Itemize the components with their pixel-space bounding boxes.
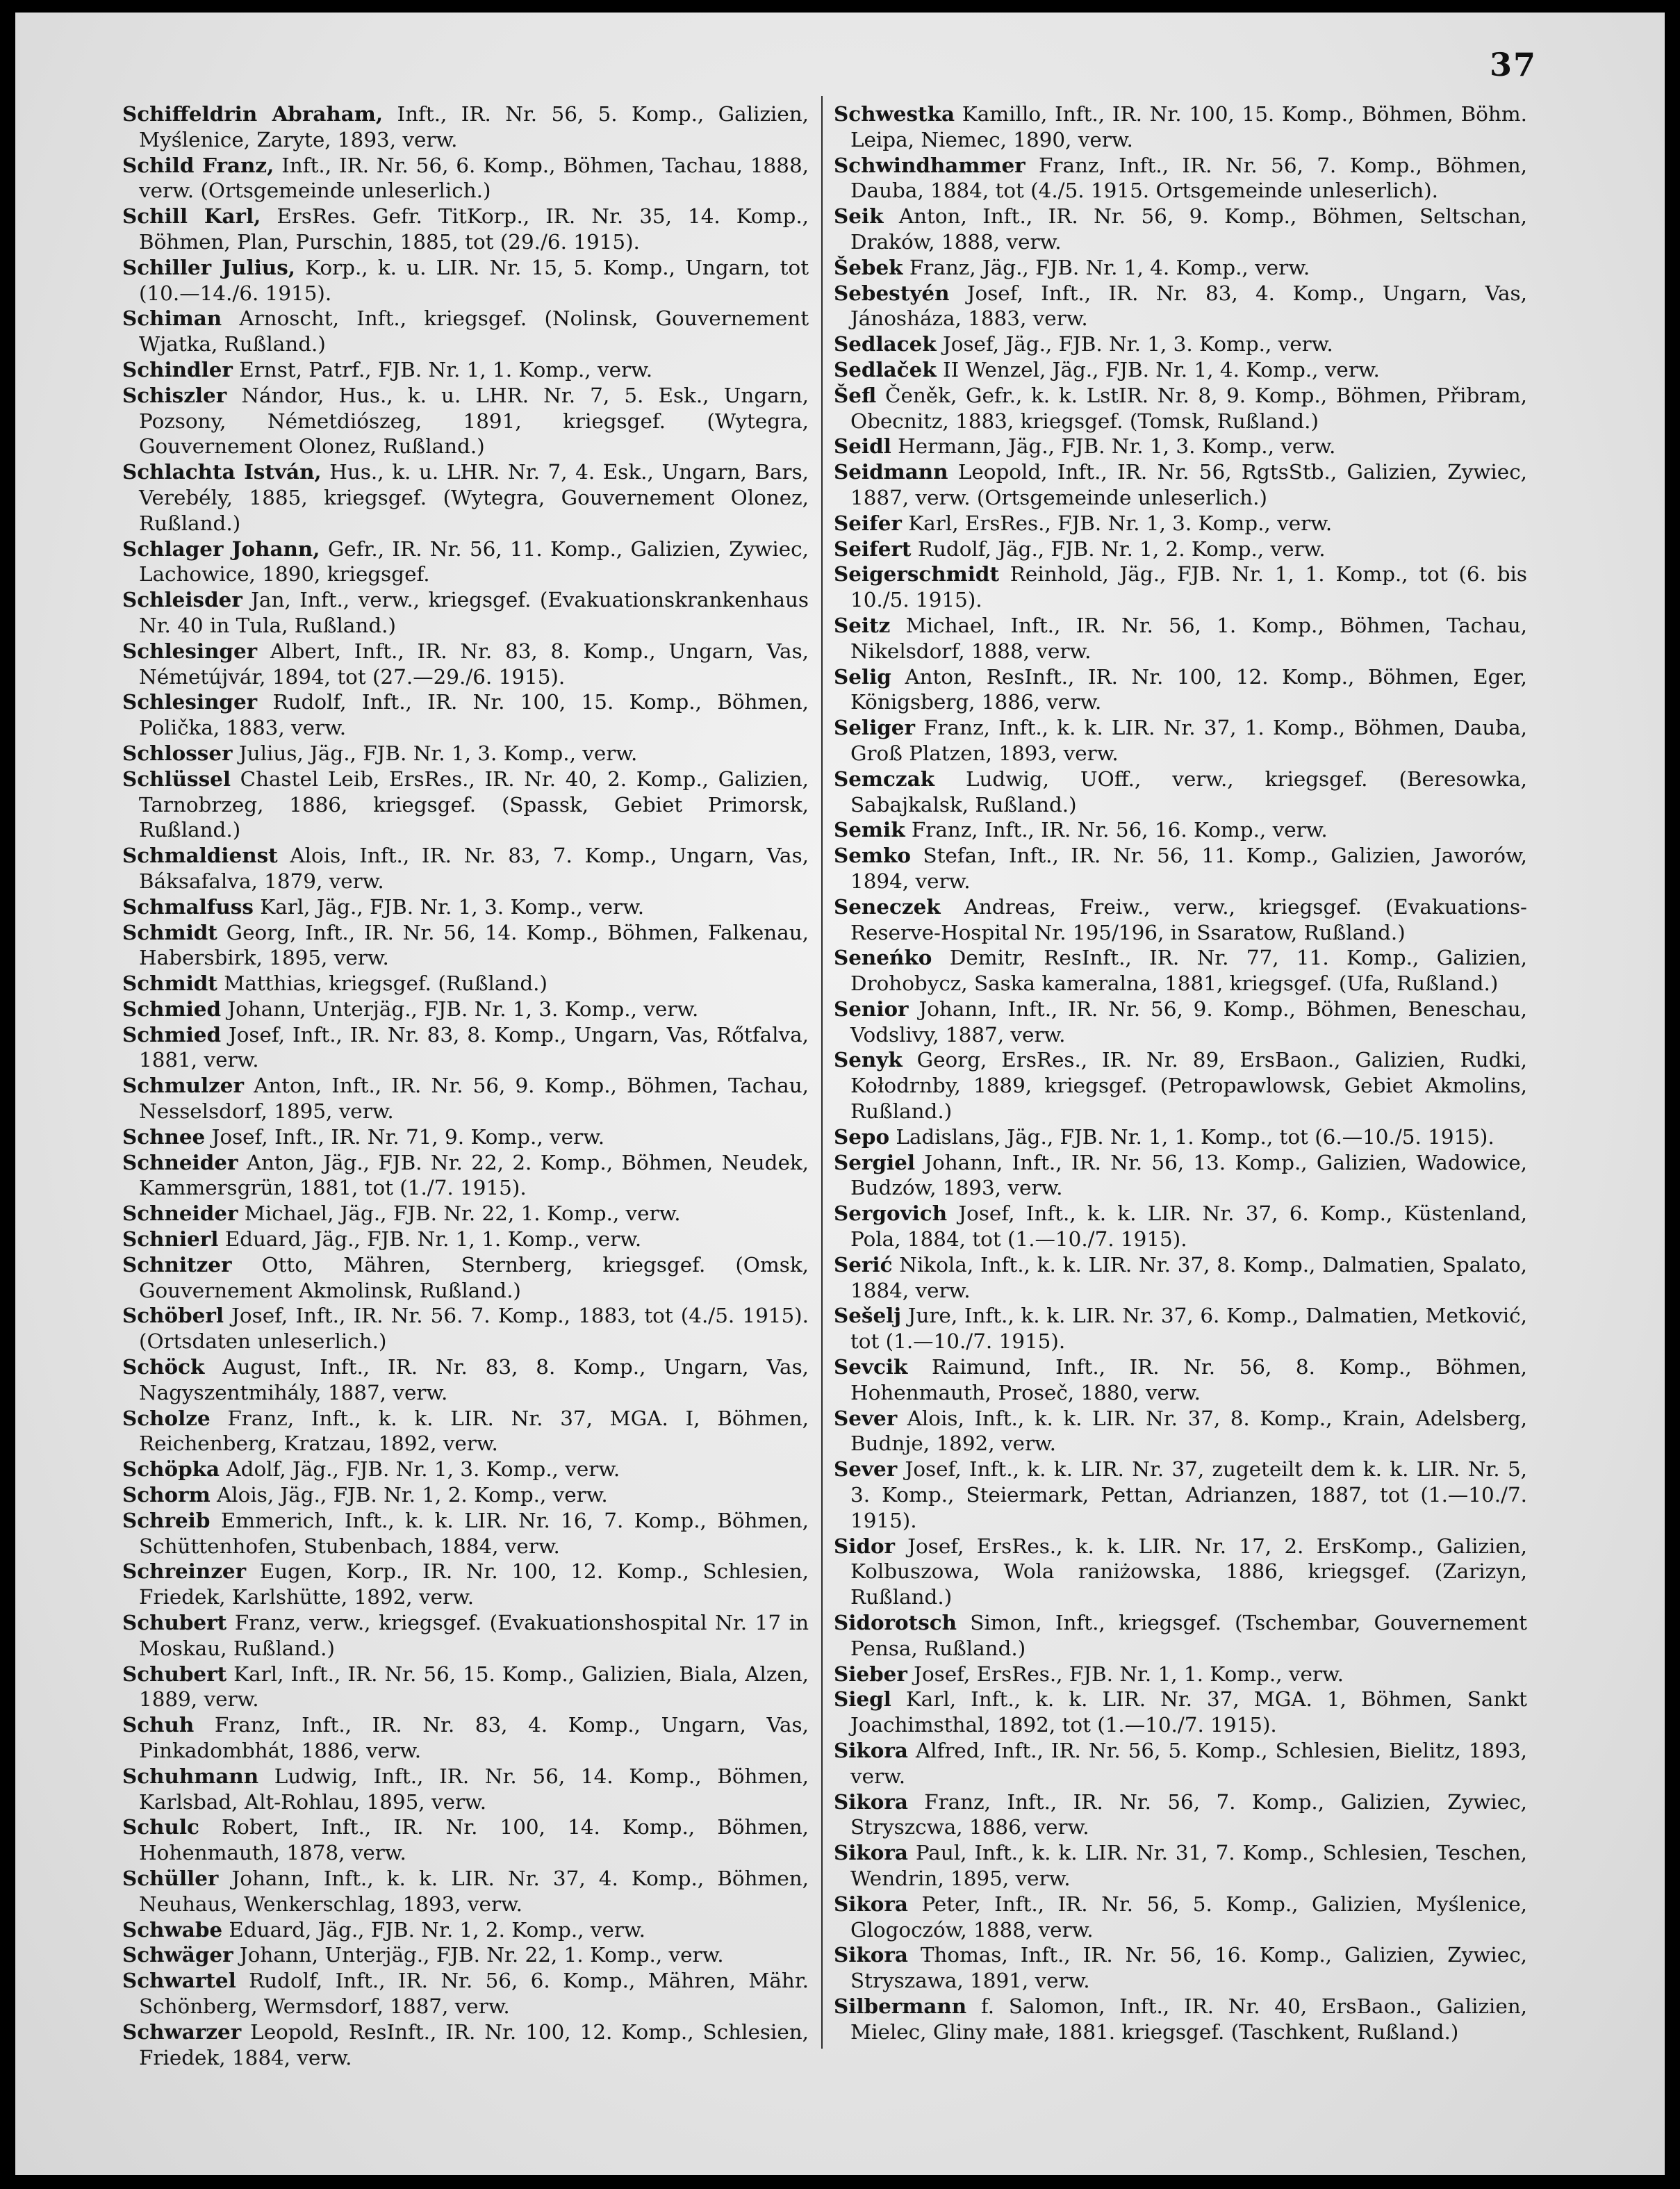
entry-surname: Seneńko (834, 945, 932, 970)
entry-details: Johann, Unterjäg., FJB. Nr. 1, 3. Komp., verw. (221, 997, 699, 1021)
entry-details: Jure, Inft., k. k. LIR. Nr. 37, 6. Komp., Dalmatien, Metković, tot (1.—10./7. 1915). (850, 1304, 1527, 1354)
entry-details: Alfred, Inft., IR. Nr. 56, 5. Komp., Schlesien, Bielitz, 1893, verw. (850, 1739, 1527, 1788)
entry-surname: Senior (834, 996, 909, 1021)
entry-surname: Sikora (834, 1891, 908, 1916)
entry-surname: Seifert (834, 536, 912, 561)
roll-entry (834, 1406, 1527, 1457)
roll-entry (122, 971, 809, 997)
entry-details: Stefan, Inft., IR. Nr. 56, 11. Komp., Galizien, Jaworów, 1894, verw. (850, 844, 1527, 893)
entry-surname: Schiszler (122, 382, 227, 407)
entry-details: Hus., k. u. LHR. Nr. 7, 4. Esk., Ungarn, Bars, Verebély, 1885, kriegsgef. (Wytegra, Gouvernement Olonez, Rußland.) (139, 460, 809, 535)
entry-details: Johann, Inft., IR. Nr. 56, 9. Komp., Böhmen, Beneschau, Vodslivy, 1887, verw. (850, 997, 1527, 1047)
entry-surname: Schlesinger (122, 638, 258, 663)
roll-entry (834, 1354, 1527, 1406)
entry-details: Alois, Inft., k. k. LIR. Nr. 37, 8. Komp., Krain, Adelsberg, Budnje, 1892, verw. (850, 1406, 1527, 1456)
entry-details: Ludwig, UOff., verw., kriegsgef. (Beresowka, Sabajkalsk, Rußland.) (850, 766, 1527, 817)
entry-surname: Sikora (834, 1840, 908, 1865)
entry-details: ErsRes. Gefr. TitKorp., IR. Nr. 35, 14. Komp., Böhmen, Plan, Purschin, 1885, tot (29./6. 1915). (139, 204, 809, 254)
entry-surname: Seitz (834, 612, 891, 637)
entry-details: Franz, Jäg., FJB. Nr. 1, 4. Komp., verw. (903, 255, 1310, 279)
roll-entry (122, 1968, 809, 2019)
entry-details: Franz, Inft., k. k. LIR. Nr. 37, MGA. I, Böhmen, Reichenberg, Kratzau, 1892, verw. (139, 1406, 809, 1456)
roll-entry (834, 1201, 1527, 1252)
roll-entry (122, 1866, 809, 1917)
roll-entry (834, 1662, 1527, 1687)
entry-surname: Schreib (122, 1507, 211, 1532)
entry-surname: Semik (834, 817, 905, 842)
entry-surname: Schubert (122, 1610, 227, 1635)
roll-entry (122, 920, 809, 971)
entry-surname: Schmaldienst (122, 843, 278, 868)
entry-surname: Schlüssel (122, 766, 231, 791)
entry-details: Karl, Inft., k. k. LIR. Nr. 37, MGA. 1, Böhmen, Sankt Joachimsthal, 1892, tot (1.—10./7. 1915). (850, 1687, 1527, 1737)
entry-details: Gefr., IR. Nr. 56, 11. Komp., Galizien, Zywiec, Lachowice, 1890, kriegsgef. (139, 536, 809, 587)
entry-surname: Schnierl (122, 1227, 219, 1252)
entry-surname: Sidor (834, 1533, 896, 1558)
entry-details: Anton, Jäg., FJB. Nr. 22, 2. Komp., Böhmen, Neudek, Kammersgrün, 1881, tot (1./7. 1915). (139, 1150, 809, 1200)
roll-entry (122, 689, 809, 741)
roll-entry (834, 613, 1527, 664)
entry-details: Josef, Inft., k. k. LIR. Nr. 37, zugeteilt dem k. k. LIR. Nr. 5, 3. Komp., Steiermark, Pettan, Adrianzen, 1887, tot (1.—10./7. 1915). (850, 1457, 1527, 1532)
entry-details: Hermann, Jäg., FJB. Nr. 1, 3. Komp., verw. (891, 434, 1336, 459)
roll-entry (834, 1789, 1527, 1841)
roll-entry (834, 664, 1527, 716)
entry-surname: Schmied (122, 1022, 222, 1047)
entry-surname: Schöck (122, 1354, 205, 1379)
entry-details: Emmerich, Inft., k. k. LIR. Nr. 16, 7. Komp., Böhmen, Schüttenhofen, Stubenbach, 1884, verw. (139, 1508, 809, 1558)
roll-entry (834, 1457, 1527, 1533)
roll-entry (834, 331, 1527, 357)
entry-details: Eduard, Jäg., FJB. Nr. 1, 2. Komp., verw. (222, 1917, 645, 1942)
roll-entry (122, 357, 809, 383)
roll-entry (122, 1022, 809, 1074)
entry-details: Reinhold, Jäg., FJB. Nr. 1, 1. Komp., tot (6. bis 10./5. 1915). (850, 562, 1527, 612)
roll-entry (834, 817, 1527, 843)
roll-entry (122, 587, 809, 639)
roll-entry (834, 843, 1527, 894)
left-column (122, 101, 809, 2070)
roll-entry (122, 383, 809, 459)
entry-surname: Schüller (122, 1865, 219, 1890)
roll-entry (834, 1892, 1527, 1943)
entry-surname: Scholze (122, 1405, 211, 1430)
roll-entry (122, 1508, 809, 1559)
entry-details: Nikola, Inft., k. k. LIR. Nr. 37, 8. Komp., Dalmatien, Spalato, 1884, verw. (850, 1252, 1527, 1302)
entry-details: Eugen, Korp., IR. Nr. 100, 12. Komp., Schlesien, Friedek, Karlshütte, 1892, verw. (139, 1559, 809, 1609)
entry-details: Michael, Inft., IR. Nr. 56, 1. Komp., Böhmen, Tachau, Nikelsdorf, 1888, verw. (850, 613, 1527, 663)
entry-surname: Schmidt (122, 971, 217, 996)
roll-entry (122, 1227, 809, 1252)
entry-details: Paul, Inft., k. k. LIR. Nr. 31, 7. Komp., Schlesien, Teschen, Wendrin, 1895, verw. (850, 1841, 1527, 1890)
entry-details: Nándor, Hus., k. u. LHR. Nr. 7, 5. Esk., Ungarn, Pozsony, Németdiószeg, 1891, kriegsgef. (Wytegra, Gouvernement Olonez, Rußland.) (139, 383, 809, 459)
roll-entry (122, 1917, 809, 1943)
roll-entry (834, 1534, 1527, 1610)
roll-entry (122, 1124, 809, 1150)
roll-entry (122, 1457, 809, 1482)
entry-surname: Schiffeldrin Abraham, (122, 101, 384, 126)
roll-entry (122, 1150, 809, 1202)
roll-entry (122, 997, 809, 1022)
entry-surname: Schlesinger (122, 689, 258, 714)
entry-details: Franz, Inft., IR. Nr. 83, 4. Komp., Ungarn, Vas, Pinkadombhát, 1886, verw. (139, 1713, 809, 1762)
roll-entry (122, 1303, 809, 1354)
entry-details: Anton, Inft., IR. Nr. 56, 9. Komp., Böhmen, Seltschan, Draków, 1888, verw. (850, 204, 1527, 254)
entry-surname: Schiman (122, 306, 222, 331)
roll-entry (122, 1252, 809, 1304)
entry-surname: Schuhmann (122, 1763, 259, 1788)
roll-entry (122, 1201, 809, 1227)
entry-details: Michael, Jäg., FJB. Nr. 22, 1. Komp., verw. (238, 1202, 681, 1226)
entry-details: Johann, Inft., k. k. LIR. Nr. 37, 4. Komp., Böhmen, Neuhaus, Wenkerschlag, 1893, verw. (139, 1866, 809, 1916)
roll-entry (122, 1712, 809, 1764)
entry-details: Kamillo, Inft., IR. Nr. 100, 15. Komp., Böhmen, Böhm. Leipa, Niemec, 1890, verw. (850, 102, 1527, 151)
entry-surname: Schneider (122, 1201, 238, 1226)
entry-surname: Sever (834, 1457, 898, 1482)
roll-entry (122, 153, 809, 204)
entry-surname: Sieber (834, 1661, 907, 1686)
entry-surname: Siegl (834, 1687, 891, 1712)
entry-surname: Schlachta István, (122, 459, 322, 484)
entry-surname: Schubert (122, 1661, 227, 1686)
entry-surname: Schild Franz, (122, 152, 274, 177)
roll-entry (122, 1764, 809, 1815)
entry-details: Anton, ResInft., IR. Nr. 100, 12. Komp., Böhmen, Eger, Königsberg, 1886, verw. (850, 664, 1527, 714)
roll-entry (834, 1840, 1527, 1892)
entry-details: Karl, Inft., IR. Nr. 56, 15. Komp., Galizien, Biala, Alzen, 1889, verw. (139, 1662, 809, 1712)
entry-surname: Schleisder (122, 587, 242, 612)
roll-entry (834, 459, 1527, 511)
roll-entry (122, 894, 809, 920)
entry-details: Jan, Inft., verw., kriegsgef. (Evakuationskrankenhaus Nr. 40 in Tula, Rußland.) (139, 588, 809, 637)
entry-details: Adolf, Jäg., FJB. Nr. 1, 3. Komp., verw. (220, 1457, 620, 1482)
entry-surname: Schill Karl, (122, 204, 261, 229)
roll-entry (122, 1559, 809, 1610)
entry-details: Robert, Inft., IR. Nr. 100, 14. Komp., Böhmen, Hohenmauth, 1878, verw. (139, 1815, 809, 1865)
roll-entry (834, 1994, 1527, 2045)
entry-details: August, Inft., IR. Nr. 83, 8. Komp., Ungarn, Vas, Nagyszentmihály, 1887, verw. (139, 1355, 809, 1404)
entry-details: Thomas, Inft., IR. Nr. 56, 16. Komp., Galizien, Zywiec, Stryszawa, 1891, verw. (850, 1943, 1527, 1993)
entry-surname: Schöpka (122, 1457, 220, 1482)
entry-details: Franz, Inft., k. k. LIR. Nr. 37, 1. Komp., Böhmen, Dauba, Groß Platzen, 1893, verw. (850, 716, 1527, 765)
entry-surname: Schwarzer (122, 2019, 242, 2044)
entry-details: Josef, Inft., k. k. LIR. Nr. 37, 6. Komp., Küstenland, Pola, 1884, tot (1.—10./7. 1915). (850, 1202, 1527, 1252)
roll-entry (834, 561, 1527, 613)
roll-entry (834, 434, 1527, 459)
roll-entry (122, 639, 809, 690)
entry-surname: Sepo (834, 1124, 890, 1149)
entry-details: Simon, Inft., kriegsgef. (Tschembar, Gouvernement Pensa, Rußland.) (850, 1611, 1527, 1660)
roll-entry (122, 1354, 809, 1406)
entry-surname: Schwartel (122, 1968, 236, 1993)
entry-details: Franz, verw., kriegsgef. (Evakuationshospital Nr. 17 in Moskau, Rußland.) (139, 1611, 809, 1660)
entry-surname: Schlager Johann, (122, 536, 320, 561)
roll-entry (122, 459, 809, 536)
entry-surname: Seidl (834, 434, 891, 459)
entry-surname: Sikora (834, 1942, 908, 1967)
entry-details: Rudolf, Inft., IR. Nr. 100, 15. Komp., Böhmen, Polička, 1883, verw. (139, 690, 809, 740)
entry-surname: Schwindhammer (834, 152, 1026, 177)
entry-surname: Schorm (122, 1482, 211, 1507)
entry-surname: Schmalfuss (122, 894, 254, 919)
entry-details: Georg, Inft., IR. Nr. 56, 14. Komp., Böhmen, Falkenau, Habersbirk, 1895, verw. (139, 920, 809, 970)
entry-surname: Serić (834, 1252, 893, 1277)
roll-entry (122, 1942, 809, 1968)
entry-details: Andreas, Freiw., verw., kriegsgef. (Evakuations-Reserve-Hospital Nr. 195/196, in Ssaratow, Rußland.) (850, 894, 1527, 944)
roll-entry (834, 511, 1527, 536)
entry-surname: Sergiel (834, 1149, 915, 1174)
entry-surname: Semczak (834, 766, 935, 791)
entry-surname: Schindler (122, 356, 233, 382)
roll-entry (122, 1073, 809, 1124)
entry-surname: Sešelj (834, 1303, 901, 1328)
entry-surname: Seigerschmidt (834, 561, 1000, 587)
entry-surname: Seidmann (834, 459, 948, 484)
roll-entry (122, 255, 809, 306)
entry-details: Rudolf, Jäg., FJB. Nr. 1, 2. Komp., verw. (911, 536, 1326, 561)
roll-entry (834, 255, 1527, 281)
entry-details: Korp., k. u. LIR. Nr. 15, 5. Komp., Ungarn, tot (10.—14./6. 1915). (139, 255, 809, 305)
entry-surname: Sidorotsch (834, 1610, 957, 1635)
entry-surname: Schlosser (122, 740, 233, 765)
entry-surname: Sikora (834, 1789, 908, 1814)
entry-surname: Schwabe (122, 1917, 223, 1942)
entry-surname: Semko (834, 843, 911, 868)
roll-entry (834, 1252, 1527, 1304)
entry-details: Josef, Inft., IR. Nr. 83, 8. Komp., Ungarn, Vas, Rőtfalva, 1881, verw. (139, 1022, 809, 1072)
roll-entry (834, 997, 1527, 1048)
roll-entry (834, 1942, 1527, 1994)
roll-entry (834, 281, 1527, 332)
entry-details: f. Salomon, Inft., IR. Nr. 40, ErsBaon., Galizien, Mielec, Gliny małe, 1881. kriegsgef. (Taschkent, Rußland.) (850, 1994, 1527, 2044)
roll-entry (834, 357, 1527, 383)
entry-details: Eduard, Jäg., FJB. Nr. 1, 1. Komp., verw. (218, 1227, 642, 1252)
entry-details: Albert, Inft., IR. Nr. 83, 8. Komp., Ungarn, Vas, Németújvár, 1894, tot (27.—29./6. 1915). (139, 639, 809, 689)
roll-entry (122, 1610, 809, 1662)
entry-details: Raimund, Inft., IR. Nr. 56, 8. Komp., Böhmen, Hohenmauth, Proseč, 1880, verw. (850, 1355, 1527, 1404)
roll-entry (122, 101, 809, 153)
entry-details: Ernst, Patrf., FJB. Nr. 1, 1. Komp., verw. (232, 357, 653, 382)
entry-surname: Silbermann (834, 1993, 967, 2018)
roll-entry (834, 1303, 1527, 1354)
roll-entry (122, 2019, 809, 2071)
entry-surname: Schuh (122, 1712, 195, 1737)
entry-surname: Senyk (834, 1047, 903, 1072)
entry-details: Alois, Jäg., FJB. Nr. 1, 2. Komp., verw. (210, 1483, 608, 1507)
roll-entry (834, 766, 1527, 818)
entry-surname: Sebestyén (834, 280, 950, 305)
entry-details: Otto, Mähren, Sternberg, kriegsgef. (Omsk, Gouvernement Akmolinsk, Rußland.) (139, 1252, 809, 1302)
roll-entry (834, 715, 1527, 766)
roll-entry (834, 383, 1527, 434)
entry-surname: Sevcik (834, 1354, 908, 1379)
entry-surname: Sergovich (834, 1201, 948, 1226)
entry-details: Josef, Inft., IR. Nr. 83, 4. Komp., Ungarn, Vas, Jánosháza, 1883, verw. (850, 281, 1527, 331)
entry-details: Georg, ErsRes., IR. Nr. 89, ErsBaon., Galizien, Rudki, Kołodrnby, 1889, kriegsgef. (Petropawlowsk, Gebiet Akmolins, Rußland.) (850, 1048, 1527, 1124)
entry-surname: Schwäger (122, 1942, 233, 1967)
entry-details: Franz, Inft., IR. Nr. 56, 7. Komp., Galizien, Zywiec, Stryszcwa, 1886, verw. (850, 1789, 1527, 1839)
entry-details: Arnoscht, Inft., kriegsgef. (Nolinsk, Gouvernement Wjatka, Rußland.) (139, 306, 809, 356)
right-column (834, 101, 1527, 2045)
entry-surname: Sikora (834, 1738, 908, 1762)
entry-surname: Schulc (122, 1814, 199, 1839)
entry-details: Josef, Inft., IR. Nr. 71, 9. Komp., verw. (205, 1124, 605, 1149)
entry-surname: Seifer (834, 510, 902, 535)
entry-surname: Schmulzer (122, 1073, 244, 1098)
roll-entry (122, 766, 809, 843)
entry-surname: Sedlacek (834, 331, 937, 356)
roll-entry (122, 306, 809, 357)
roll-entry (122, 1482, 809, 1508)
page-number: 37 (1490, 46, 1538, 83)
entry-surname: Šefl (834, 382, 877, 407)
roll-entry (122, 1406, 809, 1457)
roll-entry (834, 1150, 1527, 1202)
roll-entry (834, 945, 1527, 997)
roll-entry (122, 204, 809, 255)
document-page (15, 13, 1665, 2175)
entry-surname: Seneczek (834, 894, 941, 919)
roll-entry (122, 1662, 809, 1713)
entry-surname: Schneider (122, 1149, 238, 1174)
entry-details: Ludwig, Inft., IR. Nr. 56, 14. Komp., Böhmen, Karlsbad, Alt-Rohlau, 1895, verw. (139, 1764, 809, 1814)
entry-details: Inft., IR. Nr. 56, 6. Komp., Böhmen, Tachau, 1888, verw. (Ortsgemeinde unleserlich.) (139, 153, 809, 203)
entry-details: Josef, ErsRes., FJB. Nr. 1, 1. Komp., verw. (907, 1662, 1344, 1686)
entry-details: Demitr, ResInft., IR. Nr. 77, 11. Komp., Galizien, Drohobycz, Saska kameralna, 1881, kriegsgef. (Ufa, Rußland.) (850, 946, 1527, 996)
roll-entry (834, 1738, 1527, 1789)
roll-entry (122, 741, 809, 766)
entry-surname: Schwestka (834, 101, 955, 126)
roll-entry (122, 1814, 809, 1866)
entry-details: Karl, ErsRes., FJB. Nr. 1, 3. Komp., verw. (901, 511, 1333, 535)
entry-surname: Schnee (122, 1124, 206, 1149)
roll-entry (834, 1047, 1527, 1124)
entry-surname: Schreinzer (122, 1559, 247, 1584)
roll-entry (834, 204, 1527, 255)
column-divider (821, 96, 823, 2049)
entry-details: II Wenzel, Jäg., FJB. Nr. 1, 4. Komp., verw. (936, 357, 1380, 382)
roll-entry (122, 536, 809, 588)
entry-details: Franz, Inft., IR. Nr. 56, 16. Komp., verw. (905, 818, 1328, 842)
roll-entry (834, 101, 1527, 153)
entry-details: Alois, Inft., IR. Nr. 83, 7. Komp., Ungarn, Vas, Báksafalva, 1879, verw. (139, 844, 809, 893)
entry-surname: Schmied (122, 996, 222, 1021)
entry-details: Leopold, Inft., IR. Nr. 56, RgtsStb., Galizien, Zywiec, 1887, verw. (Ortsgemeinde unleserlich.) (850, 460, 1527, 509)
entry-surname: Schiller Julius, (122, 254, 296, 279)
roll-entry (834, 894, 1527, 946)
entry-details: Franz, Inft., IR. Nr. 56, 7. Komp., Böhmen, Dauba, 1884, tot (4./5. 1915. Ortsgemeinde unleserlich). (850, 153, 1527, 203)
entry-details: Čeněk, Gefr., k. k. LstIR. Nr. 8, 9. Komp., Böhmen, Přibram, Obecnitz, 1883, kriegsgef. (Tomsk, Rußland.) (850, 383, 1527, 433)
roll-entry (834, 536, 1527, 562)
entry-surname: Schöberl (122, 1303, 224, 1328)
entry-surname: Schmidt (122, 919, 217, 944)
entry-surname: Šebek (834, 254, 903, 279)
entry-details: Johann, Unterjäg., FJB. Nr. 22, 1. Komp., verw. (233, 1943, 724, 1967)
entry-details: Josef, ErsRes., k. k. LIR. Nr. 17, 2. ErsKomp., Galizien, Kolbuszowa, Wola raniżowska, 1886, kriegsgef. (Zarizyn, Rußland.) (850, 1534, 1527, 1609)
entry-surname: Sever (834, 1405, 898, 1430)
entry-details: Josef, Jäg., FJB. Nr. 1, 3. Komp., verw. (936, 332, 1333, 356)
entry-details: Ladislans, Jäg., FJB. Nr. 1, 1. Komp., tot (6.—10./5. 1915). (889, 1124, 1494, 1149)
entry-details: Chastel Leib, ErsRes., IR. Nr. 40, 2. Komp., Galizien, Tarnobrzeg, 1886, kriegsgef. (Spassk, Gebiet Primorsk, Rußland.) (139, 766, 809, 842)
entry-details: Anton, Inft., IR. Nr. 56, 9. Komp., Böhmen, Tachau, Nesselsdorf, 1895, verw. (139, 1074, 809, 1124)
entry-surname: Schnitzer (122, 1252, 232, 1277)
roll-entry (122, 843, 809, 894)
roll-entry (834, 1610, 1527, 1662)
entry-details: Julius, Jäg., FJB. Nr. 1, 3. Komp., verw. (232, 741, 638, 765)
roll-entry (834, 153, 1527, 204)
entry-surname: Sedlaček (834, 356, 937, 382)
entry-details: Leopold, ResInft., IR. Nr. 100, 12. Komp., Schlesien, Friedek, 1884, verw. (139, 2019, 809, 2069)
entry-surname: Selig (834, 664, 891, 689)
entry-surname: Seliger (834, 715, 915, 740)
entry-details: Josef, Inft., IR. Nr. 56. 7. Komp., 1883, tot (4./5. 1915). (Ortsdaten unleserlich.) (139, 1304, 809, 1354)
entry-details: Matthias, kriegsgef. (Rußland.) (217, 971, 547, 996)
entry-details: Rudolf, Inft., IR. Nr. 56, 6. Komp., Mähren, Mähr. Schönberg, Wermsdorf, 1887, verw. (139, 1969, 809, 2018)
roll-entry (834, 1124, 1527, 1150)
roll-entry (834, 1687, 1527, 1738)
entry-details: Peter, Inft., IR. Nr. 56, 5. Komp., Galizien, Myślenice, Glogoczów, 1888, verw. (850, 1892, 1527, 1942)
entry-details: Karl, Jäg., FJB. Nr. 1, 3. Komp., verw. (253, 894, 645, 919)
entry-details: Inft., IR. Nr. 56, 5. Komp., Galizien, Myślenice, Zaryte, 1893, verw. (139, 102, 809, 151)
entry-surname: Seik (834, 204, 884, 229)
entry-details: Johann, Inft., IR. Nr. 56, 13. Komp., Galizien, Wadowice, Budzów, 1893, verw. (850, 1150, 1527, 1200)
